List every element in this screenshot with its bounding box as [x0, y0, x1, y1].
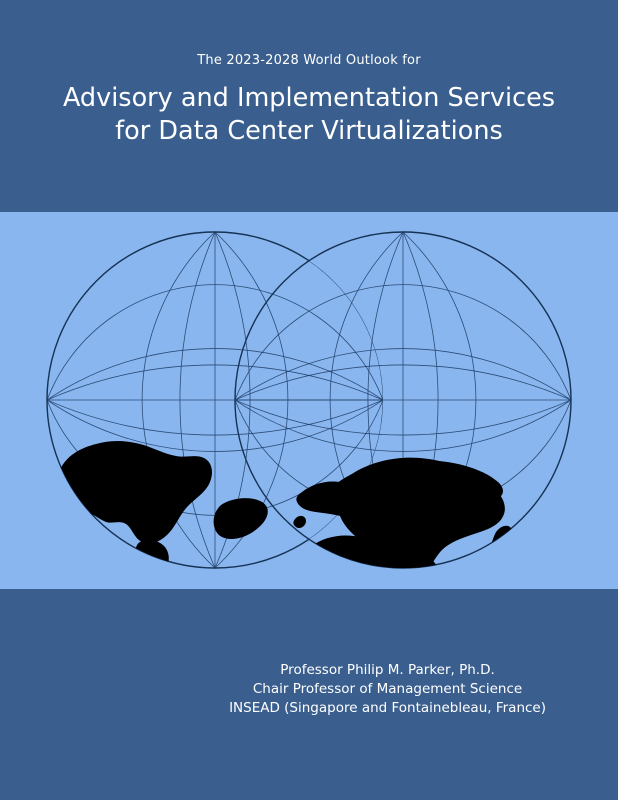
author-band	[0, 589, 618, 800]
title-band	[0, 0, 618, 212]
author-role: Chair Professor of Management Science	[252, 681, 523, 697]
page-title	[0, 82, 618, 148]
globe-panel	[0, 212, 618, 589]
author-name: Professor Philip M. Parker, Ph.D.	[280, 662, 495, 678]
series-line: The 2023-2028 World Outlook for	[197, 53, 421, 68]
world-map-illustration	[0, 212, 618, 589]
title-line-2: for Data Center Virtualizations	[115, 116, 503, 146]
author-block	[229, 661, 546, 718]
title-line-1: Advisory and Implementation Services	[62, 83, 556, 113]
author-affiliation: INSEAD (Singapore and Fontainebleau, France)	[229, 700, 546, 716]
